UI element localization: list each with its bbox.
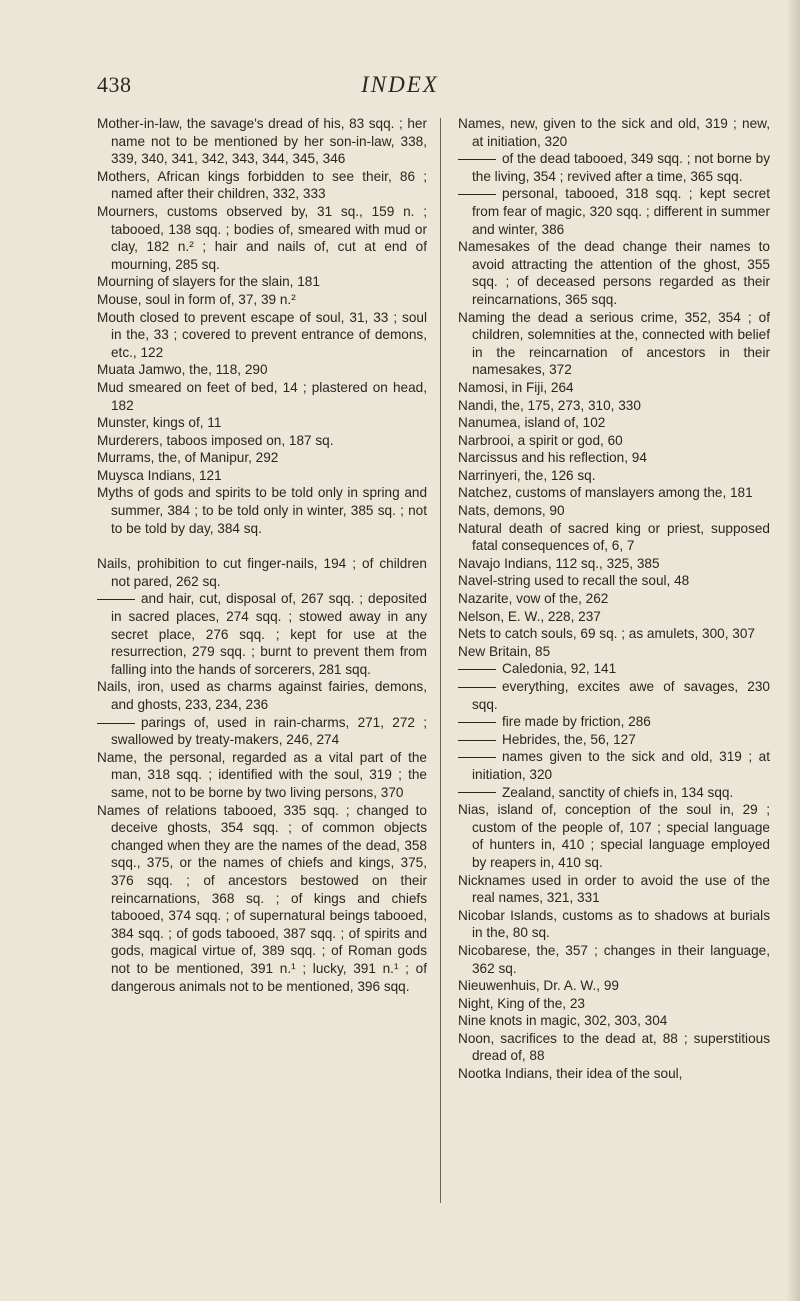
index-entry <box>458 467 770 485</box>
index-subentry <box>97 590 427 678</box>
entry-text: Natural death of sacred king or priest, supposed fatal consequences of, 6, 7 <box>458 520 770 554</box>
index-entry <box>458 449 770 467</box>
entry-text: Narrinyeri, the, 126 sq. <box>458 467 596 483</box>
entry-text: Mouth closed to prevent escape of soul, 31, 33 ; soul in the, 33 ; covered to prevent entrance of demons, etc., 122 <box>97 309 427 360</box>
entry-text: Mother-in-law, the savage's dread of his, 83 sqq. ; her name not to be mentioned by her son-in-law, 338, 339, 340, 341, 342, 343, 344, 345, 346 <box>97 116 427 167</box>
index-subentry <box>458 150 770 185</box>
index-entry <box>458 555 770 573</box>
letter-section-gap <box>97 537 427 555</box>
entry-text: fire made by friction, 286 <box>502 714 651 730</box>
entry-text: Nicobar Islands, customs as to shadows at burials in the, 80 sq. <box>458 907 770 941</box>
ditto-dash <box>97 723 135 724</box>
entry-text: Namosi, in Fiji, 264 <box>458 379 574 395</box>
entry-text: everything, excites awe of savages, 230 sqq. <box>472 679 770 712</box>
entry-text: Muata Jamwo, the, 118, 290 <box>97 362 268 378</box>
index-entry <box>97 467 427 485</box>
index-subentry <box>458 660 770 678</box>
entry-text: Nine knots in magic, 302, 303, 304 <box>458 1013 668 1029</box>
entry-text: Nicobarese, the, 357 ; changes in their language, 362 sq. <box>458 942 770 976</box>
entry-text: Nazarite, vow of the, 262 <box>458 591 609 607</box>
entry-text: Murderers, taboos imposed on, 187 sq. <box>97 432 334 448</box>
page-title: INDEX <box>361 72 439 97</box>
page-edge-shadow <box>786 0 800 1301</box>
index-entry <box>458 977 770 995</box>
page-number: 438 <box>97 72 132 97</box>
index-entry <box>458 625 770 643</box>
entry-text: Namesakes of the dead change their names to avoid attracting the attention of the ghost, 355 sqq. ; of deceased persons regarded as their reincarnations, 365 sqq. <box>458 239 770 307</box>
index-entry <box>458 643 770 661</box>
index-entry <box>458 872 770 907</box>
ditto-dash <box>458 722 496 723</box>
index-entry <box>97 273 427 291</box>
index-entry <box>458 907 770 942</box>
entry-text: Myths of gods and spirits to be told only in spring and summer, 384 ; to be told only in winter, 385 sq. ; not to be told by day, 384 sq. <box>97 485 427 536</box>
entry-text: Mourners, customs observed by, 31 sq., 159 n. ; tabooed, 138 sqq. ; bodies of, smeared with mud or clay, 182 n.² ; hair and nails of, cut at end of mourning, 285 sq. <box>97 203 427 272</box>
index-entry <box>97 291 427 309</box>
index-subentry <box>458 678 770 713</box>
entry-text: Murrams, the, of Manipur, 292 <box>97 450 279 466</box>
entry-text: Nails, prohibition to cut finger-nails, 194 ; of children not pared, 262 sq. <box>97 556 427 589</box>
entry-text: Nats, demons, 90 <box>458 503 565 519</box>
entry-text: Hebrides, the, 56, 127 <box>502 731 636 747</box>
entry-text: and hair, cut, disposal of, 267 sqq. ; deposited in sacred places, 274 sqq. ; stowed away in any secret place, 276 sqq. ; kept for use at the resurrection, 279 sqq. ; burnt to prevent them from falling into the hands of sorcerers, 281 sqq. <box>111 591 427 677</box>
entry-text: Mourning of slayers for the slain, 181 <box>97 274 320 290</box>
index-subentry <box>458 784 770 802</box>
entry-text: Nets to catch souls, 69 sq. ; as amulets, 300, 307 <box>458 626 755 642</box>
entry-text: names given to the sick and old, 319 ; at initiation, 320 <box>472 749 770 782</box>
index-entry <box>97 678 427 713</box>
entry-text: Zealand, sanctity of chiefs in, 134 sqq. <box>502 784 734 800</box>
entry-text: Name, the personal, regarded as a vital part of the man, 318 sqq. ; identified with the soul, 319 ; the same, not to be borne by two living persons, 370 <box>97 749 427 800</box>
entry-text: Navajo Indians, 112 sq., 325, 385 <box>458 555 660 571</box>
index-entry <box>97 115 427 168</box>
index-entry <box>458 1012 770 1030</box>
index-entry <box>97 555 427 590</box>
ditto-dash <box>458 740 496 741</box>
entry-text: Nails, iron, used as charms against fairies, demons, and ghosts, 233, 234, 236 <box>97 679 427 712</box>
ditto-dash <box>458 194 496 195</box>
index-entry <box>97 203 427 273</box>
entry-text: Nanumea, island of, 102 <box>458 415 606 431</box>
ditto-dash <box>97 599 135 600</box>
entry-text: Names of relations tabooed, 335 sqq. ; changed to deceive ghosts, 354 sqq. ; of common objects changed when they are the names of the dead, 358 sqq., 375, or the names of chiefs and kings, 375, 376 sqq. ; of ancestors bestowed on their reincarnations, 368 sq. ; of kings and chiefs tabooed, 374 sqq. ; of supernatural beings tabooed, 384 sqq. ; of gods tabooed, 387 sqq. ; of spirits and gods, magical virtue of, 389 sqq. ; of Roman gods not to be mentioned, 391 n.¹ ; lucky, 391 n.¹ ; of dangerous animals not to be mentioned, 396 sqq. <box>97 802 427 994</box>
index-entry <box>458 238 770 308</box>
index-entry <box>458 801 770 871</box>
entry-text: Mud smeared on feet of bed, 14 ; plastered on head, 182 <box>97 379 427 413</box>
ditto-dash <box>458 669 496 670</box>
entry-text: Nelson, E. W., 228, 237 <box>458 608 601 624</box>
index-entry <box>458 1065 770 1083</box>
entry-text: Nicknames used in order to avoid the use of the real names, 321, 331 <box>458 872 770 906</box>
entry-text: Mothers, African kings forbidden to see their, 86 ; named after their children, 332, 333 <box>97 168 427 202</box>
index-subentry <box>458 731 770 749</box>
column-divider <box>440 118 441 1203</box>
index-entry <box>458 942 770 977</box>
index-entry <box>458 1030 770 1065</box>
index-entry <box>458 414 770 432</box>
index-entry <box>97 168 427 203</box>
entry-text: Narbrooi, a spirit or god, 60 <box>458 432 623 448</box>
index-entry <box>458 484 770 502</box>
entry-text: personal, tabooed, 318 sqq. ; kept secret from fear of magic, 320 sqq. ; different in summer and winter, 386 <box>472 186 770 237</box>
index-subentry <box>97 714 427 749</box>
index-entry <box>97 309 427 362</box>
index-subentry <box>458 713 770 731</box>
index-entry <box>97 432 427 450</box>
index-subentry <box>458 748 770 783</box>
index-entry <box>458 608 770 626</box>
entry-text: Nias, island of, conception of the soul in, 29 ; custom of the people of, 107 ; special language of hunters in, 410 ; special language employed by reapers in, 410 sq. <box>458 802 770 870</box>
ditto-dash <box>458 792 496 793</box>
index-entry <box>97 449 427 467</box>
entry-text: Naming the dead a serious crime, 352, 354 ; of children, solemnities at the, connected with belief in the reincarnation of ancestors in their namesakes, 372 <box>458 309 770 378</box>
ditto-dash <box>458 159 496 160</box>
entry-text: Mouse, soul in form of, 37, 39 n.² <box>97 291 296 307</box>
index-subentry <box>458 185 770 238</box>
entry-text: Natchez, customs of manslayers among the, 181 <box>458 485 753 501</box>
index-column-left <box>97 115 427 995</box>
index-entry <box>458 520 770 555</box>
index-entry <box>458 379 770 397</box>
entry-text: Night, King of the, 23 <box>458 995 585 1011</box>
entry-text: Nandi, the, 175, 273, 310, 330 <box>458 397 641 413</box>
entry-text: Nootka Indians, their idea of the soul, <box>458 1066 683 1082</box>
entry-text: New Britain, 85 <box>458 643 551 659</box>
index-entry <box>458 995 770 1013</box>
entry-text: of the dead tabooed, 349 sqq. ; not borne by the living, 354 ; revived after a time, 365 sqq. <box>472 151 770 184</box>
index-entry <box>97 749 427 802</box>
index-entry <box>97 361 427 379</box>
index-entry <box>458 309 770 379</box>
entry-text: Narcissus and his reflection, 94 <box>458 450 647 466</box>
index-entry <box>97 379 427 414</box>
index-entry <box>458 502 770 520</box>
entry-text: Names, new, given to the sick and old, 319 ; new, at initiation, 320 <box>458 116 770 149</box>
entry-text: Caledonia, 92, 141 <box>502 661 617 677</box>
index-column-right <box>458 115 770 1083</box>
entry-text: Noon, sacrifices to the dead at, 88 ; superstitious dread of, 88 <box>458 1030 770 1064</box>
index-entry <box>97 414 427 432</box>
entry-text: Munster, kings of, 11 <box>97 415 222 431</box>
index-entry <box>458 572 770 590</box>
index-entry <box>97 484 427 537</box>
ditto-dash <box>458 687 496 688</box>
entry-text: Muysca Indians, 121 <box>97 467 222 483</box>
index-entry <box>458 432 770 450</box>
index-entry <box>458 115 770 150</box>
index-entry <box>458 590 770 608</box>
index-entry <box>97 802 427 996</box>
ditto-dash <box>458 757 496 758</box>
entry-text: parings of, used in rain-charms, 271, 272 ; swallowed by treaty-makers, 246, 274 <box>111 714 427 748</box>
index-entry <box>458 397 770 415</box>
entry-text: Navel-string used to recall the soul, 48 <box>458 573 690 589</box>
entry-text: Nieuwenhuis, Dr. A. W., 99 <box>458 978 619 994</box>
